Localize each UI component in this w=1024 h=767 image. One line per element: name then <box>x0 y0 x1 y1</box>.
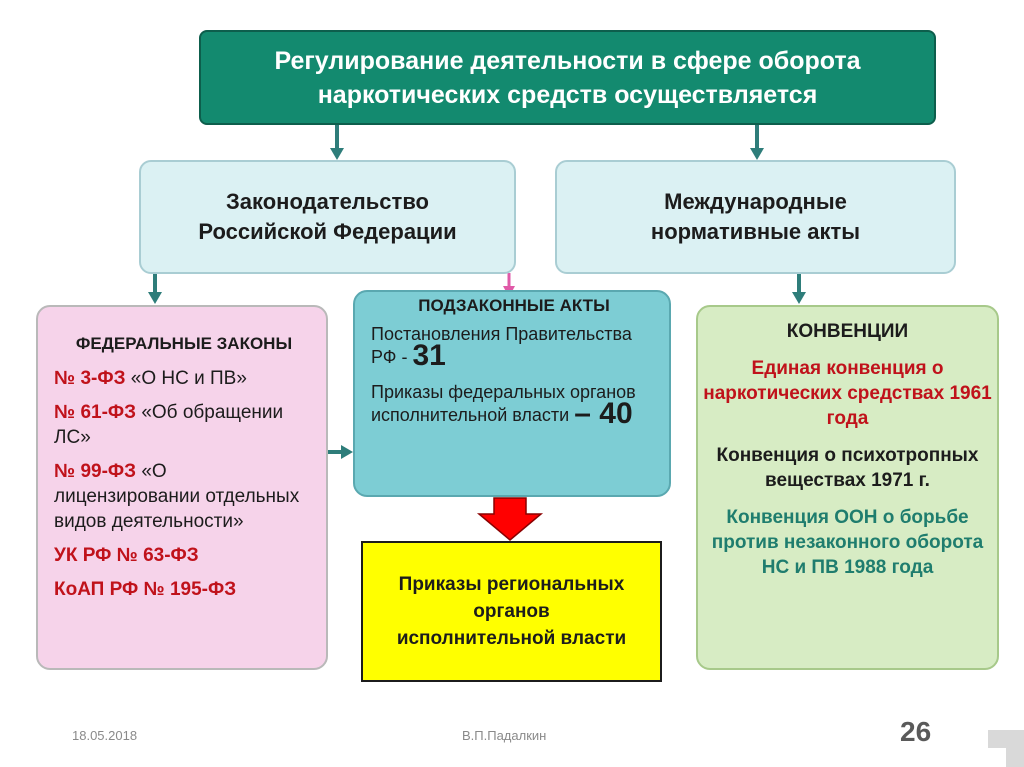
law-code: № 3-ФЗ <box>54 368 126 389</box>
legislation-line-1: Законодательство <box>225 189 429 214</box>
bylaws-item-federal-orders <box>371 382 657 430</box>
law-item <box>54 366 314 391</box>
law-code: № 99-ФЗ <box>54 461 137 482</box>
footer-author: В.П.Падалкин <box>462 728 547 743</box>
arrow-international-to-conventions <box>792 273 806 304</box>
law-item <box>54 577 314 602</box>
law-item <box>54 400 314 450</box>
legislation-line-2: Российской Федерации <box>198 219 457 244</box>
regional-line-1: Приказы региональных <box>398 574 625 595</box>
law-text: «О лицензировании отдельных видов деятельности» <box>54 461 300 532</box>
federal-laws-header: ФЕДЕРАЛЬНЫЕ ЗАКОНЫ <box>75 334 293 353</box>
arrow-title-to-international <box>750 125 764 160</box>
arrow-federal-to-bylaws <box>328 445 353 459</box>
title-line-1: Регулирование деятельности в сфере оборота <box>274 46 861 75</box>
bylaws-government-count: 31 <box>412 339 446 372</box>
corner-decoration <box>988 730 1024 767</box>
law-item <box>54 543 314 568</box>
bylaws-header: ПОДЗАКОННЫЕ АКТЫ <box>418 296 610 315</box>
arrow-legislation-to-federal <box>148 273 162 304</box>
bylaws-item-federal-orders-text: Приказы федеральных органов исполнительной власти <box>371 382 636 425</box>
footer-date: 18.05.2018 <box>72 728 138 743</box>
convention-item: Конвенция о психотропных веществах 1971 г. <box>716 445 979 491</box>
arrow-title-to-legislation <box>330 125 344 160</box>
law-code: № 61-ФЗ <box>54 402 137 423</box>
law-code: УК РФ № 63-ФЗ <box>54 545 199 566</box>
conventions-header: КОНВЕНЦИИ <box>786 321 909 342</box>
convention-item: Единая конвенция о наркотических средствах 1961 года <box>703 358 992 429</box>
international-line-2: нормативные акты <box>650 219 861 244</box>
international-box <box>555 160 956 274</box>
law-text: «Об обращении ЛС» <box>54 402 284 448</box>
bylaws-box <box>353 290 671 497</box>
bylaws-item-government-text: Постановления Правительства РФ - <box>371 324 632 367</box>
title-box <box>199 30 936 125</box>
conventions-box <box>696 305 999 670</box>
law-text: «О НС и ПВ» <box>125 368 247 389</box>
international-line-1: Международные <box>664 189 847 214</box>
federal-laws-box <box>36 305 328 670</box>
legislation-box <box>139 160 516 274</box>
bylaws-item-government <box>371 324 657 372</box>
page-number: 26 <box>900 716 932 747</box>
arrow-bylaws-to-regional <box>479 498 541 540</box>
law-code: КоАП РФ № 195-ФЗ <box>54 579 237 600</box>
regional-orders-box <box>361 541 662 682</box>
regional-line-3: исполнительной власти <box>396 628 627 649</box>
title-line-2: наркотических средств осуществляется <box>317 80 818 109</box>
bylaws-federal-count: 40 <box>599 397 633 430</box>
law-item <box>54 459 314 534</box>
regional-line-2: органов <box>473 601 550 622</box>
bylaws-federal-dash: – <box>574 397 600 430</box>
convention-item: Конвенция ООН о борьбе против незаконного оборота НС и ПВ 1988 года <box>711 507 984 578</box>
